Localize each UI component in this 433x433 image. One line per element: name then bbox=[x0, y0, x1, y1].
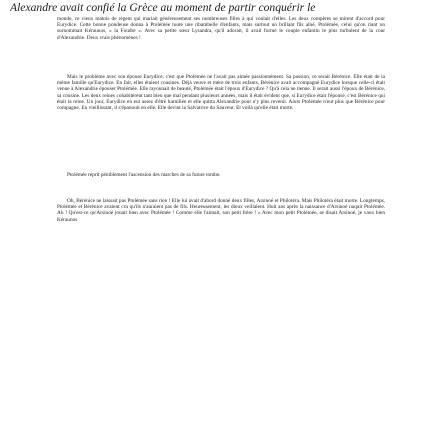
headline-line: Alexandre avait confié la Grèce au moment de partir conquérir le bbox=[10, 2, 316, 14]
paragraph-text: monde, ce vieux matois de régent qui mariait généreusement ses nombreuses filles à qui voulait d'elles. Les deux compères se mirent d'accord pour Eurydice. Cette bonne pondeuse donna à Ptolémée toute une ribambelle d'enfants, mais surtout un brillant fils aîné, Ptolémée, celui qu'on riant on surnommait Kéraunos, « la Foudre ». Avec sa petite sœur Lysandra, qu'il adorait, il avait formé le couple enfantin le plus turbulent de la cour d'Alexandrie. Deux vrais phénomènes ! bbox=[57, 16, 385, 41]
paragraph-text: Oh, Bérénice ne laissait pas Ptolémée sans rien ! Elle lui avait d'abord donné deux filles, Arsinoé et Philotéra. Mais Philotéra était morte. Longtemps, Ptolémée et Bérénice avaient cru qu'ils n'auraient pas de fils. Heureusement, les dieux veillaient. Huit ans après la naissance d'Arsinoé naquit Ptolémée. Ah ! Qu'est-ce qu'Arsinoé jouait bien avec Ptolémée ! Comme elle l'aimait, son petit frère ! « Avec mon petit Ptolémée, se disait Arsinoé, je vaux bien Kéraunos bbox=[57, 198, 385, 223]
paragraph-4 bbox=[57, 198, 385, 223]
paragraph-1 bbox=[57, 16, 385, 41]
paragraph-3 bbox=[57, 172, 385, 178]
paragraph-2 bbox=[57, 74, 385, 111]
paragraph-text: Mais le problème avec son épouse Eurydice, c'est que Ptolémée ne l'avait pas aimée passionnément. Sa passion, ce serait Bérénice. Elle était de la même famille qu'Eurydice. En fait, elles étaient cousines. Déjà veuve et mère de trois enfants, Bérénice avait accompagné Eurydice lorsque celle-ci était venue à Alexandrie épouser Ptolémée. Elle rayonnait de beauté, Ptolémée était l'époux d'Eurydice ? Qu'à cela ne tienne. Il serait aussi l'époux de Bérénice, sa cousine. Les deux reines cohabitèrent tant bien que mal pendant plusieurs années, mais il était évident que, si Eurydice était l'épouse, c'est Bérénice qui était la reine. Un jour, Eurydice en eut assez d'être humiliée et elle quitta Alexandrie pour n'y plus revenir. Alors Ptolémée n'eut plus que Bérénice pour compagne. En vieillissant, il s'épanouit en elle. Elle devint la Salvatrice du Sauveur. Et voilà qu'elle était morte. bbox=[57, 74, 385, 112]
paragraph-text: Ptolémée reprit péniblement l'ascension des marches de sa future tombe. bbox=[67, 172, 221, 178]
